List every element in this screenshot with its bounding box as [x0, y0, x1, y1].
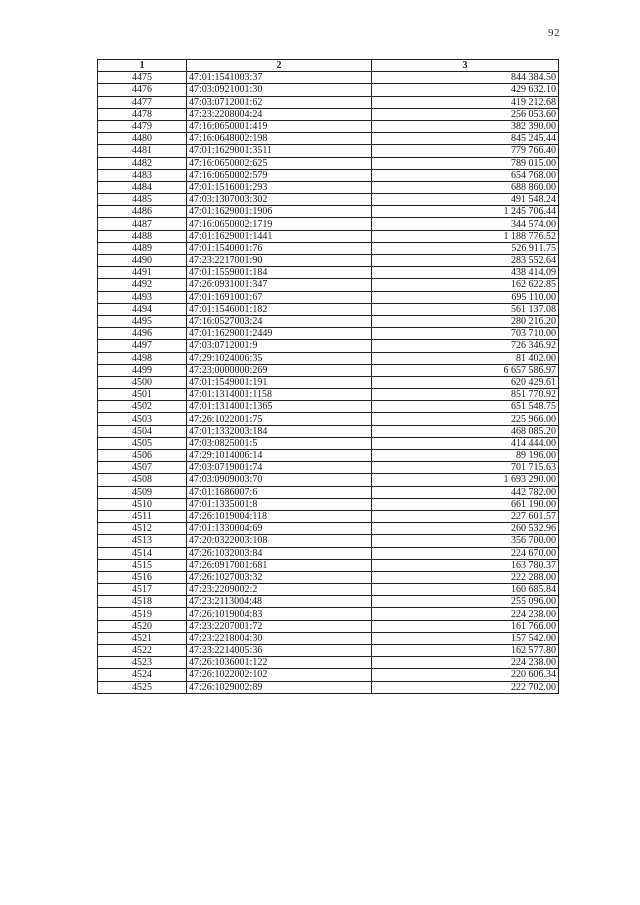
- row-number-cell: 4480: [98, 133, 187, 145]
- value-cell: 1 693 290.00: [372, 474, 559, 486]
- cadastral-number-cell: 47:01:1691001:67: [187, 291, 372, 303]
- table-row: [98, 169, 559, 181]
- cadastral-number-cell: 47:01:1335001:8: [187, 498, 372, 510]
- table-body: [98, 72, 559, 694]
- value-cell: 429 632.10: [372, 84, 559, 96]
- value-cell: 161 766.00: [372, 620, 559, 632]
- table-row: [98, 181, 559, 193]
- value-cell: 851 770.92: [372, 389, 559, 401]
- cadastral-number-cell: 47:16:0650002:1719: [187, 218, 372, 230]
- table-row: [98, 218, 559, 230]
- cadastral-number-cell: 47:01:1686007:6: [187, 486, 372, 498]
- cadastral-number-cell: 47:26:1032003:84: [187, 547, 372, 559]
- table-row: [98, 206, 559, 218]
- value-cell: 222 288.00: [372, 571, 559, 583]
- cadastral-number-cell: 47:26:0931001:347: [187, 279, 372, 291]
- cadastral-number-cell: 47:16:0650001:419: [187, 120, 372, 132]
- row-number-cell: 4505: [98, 437, 187, 449]
- row-number-cell: 4475: [98, 72, 187, 84]
- row-number-cell: 4517: [98, 584, 187, 596]
- row-number-cell: 4514: [98, 547, 187, 559]
- page-number: 92: [548, 27, 560, 39]
- row-number-cell: 4489: [98, 242, 187, 254]
- cadastral-number-cell: 47:01:1516001:293: [187, 181, 372, 193]
- cadastral-number-cell: 47:26:1036001:122: [187, 657, 372, 669]
- row-number-cell: 4477: [98, 96, 187, 108]
- cadastral-number-cell: 47:23:0000000:269: [187, 364, 372, 376]
- registry-table: [97, 59, 559, 694]
- cadastral-number-cell: 47:03:0909003:70: [187, 474, 372, 486]
- table-row: [98, 328, 559, 340]
- value-cell: 654 768.00: [372, 169, 559, 181]
- table-row: [98, 389, 559, 401]
- cadastral-number-cell: 47:03:1307003:302: [187, 194, 372, 206]
- table-row: [98, 620, 559, 632]
- cadastral-number-cell: 47:01:1629001:2449: [187, 328, 372, 340]
- table-row: [98, 340, 559, 352]
- cadastral-number-cell: 47:01:1549001:191: [187, 376, 372, 388]
- row-number-cell: 4516: [98, 571, 187, 583]
- table-row: [98, 523, 559, 535]
- table-row: [98, 669, 559, 681]
- value-cell: 651 548.75: [372, 401, 559, 413]
- table-row: [98, 450, 559, 462]
- value-cell: 81 402.00: [372, 352, 559, 364]
- cadastral-number-cell: 47:23:2214005:36: [187, 645, 372, 657]
- value-cell: 701 715.63: [372, 462, 559, 474]
- table-row: [98, 194, 559, 206]
- table-row: [98, 681, 559, 693]
- table-row: [98, 84, 559, 96]
- table-row: [98, 486, 559, 498]
- table-row: [98, 425, 559, 437]
- row-number-cell: 4497: [98, 340, 187, 352]
- cadastral-number-cell: 47:01:1314001:1365: [187, 401, 372, 413]
- table-row: [98, 291, 559, 303]
- row-number-cell: 4496: [98, 328, 187, 340]
- table-row: [98, 584, 559, 596]
- table-row: [98, 279, 559, 291]
- value-cell: 726 346.92: [372, 340, 559, 352]
- table-row: [98, 547, 559, 559]
- row-number-cell: 4486: [98, 206, 187, 218]
- table-row: [98, 145, 559, 157]
- table-row: [98, 255, 559, 267]
- value-cell: 227 601.57: [372, 510, 559, 522]
- table-row: [98, 96, 559, 108]
- row-number-cell: 4511: [98, 510, 187, 522]
- row-number-cell: 4492: [98, 279, 187, 291]
- row-number-cell: 4499: [98, 364, 187, 376]
- cadastral-number-cell: 47:03:0712001:62: [187, 96, 372, 108]
- row-number-cell: 4481: [98, 145, 187, 157]
- cadastral-number-cell: 47:01:1546001:182: [187, 303, 372, 315]
- row-number-cell: 4519: [98, 608, 187, 620]
- table-row: [98, 364, 559, 376]
- value-cell: 160 685.84: [372, 584, 559, 596]
- row-number-cell: 4521: [98, 632, 187, 644]
- cadastral-number-cell: 47:16:0648002:198: [187, 133, 372, 145]
- table-row: [98, 72, 559, 84]
- value-cell: 438 414.09: [372, 267, 559, 279]
- row-number-cell: 4509: [98, 486, 187, 498]
- table-row: [98, 413, 559, 425]
- value-cell: 382 390.00: [372, 120, 559, 132]
- row-number-cell: 4491: [98, 267, 187, 279]
- value-cell: 703 710.00: [372, 328, 559, 340]
- cadastral-number-cell: 47:01:1540001:76: [187, 242, 372, 254]
- value-cell: 220 606.34: [372, 669, 559, 681]
- value-cell: 526 911.75: [372, 242, 559, 254]
- cadastral-number-cell: 47:03:0719001:74: [187, 462, 372, 474]
- table-row: [98, 571, 559, 583]
- cadastral-number-cell: 47:16:0527003:24: [187, 315, 372, 327]
- row-number-cell: 4494: [98, 303, 187, 315]
- table-row: [98, 535, 559, 547]
- value-cell: 255 096.00: [372, 596, 559, 608]
- cadastral-number-cell: 47:23:2218004:30: [187, 632, 372, 644]
- value-cell: 163 780.37: [372, 559, 559, 571]
- row-number-cell: 4525: [98, 681, 187, 693]
- value-cell: 224 238.00: [372, 657, 559, 669]
- table-row: [98, 437, 559, 449]
- cadastral-number-cell: 47:16:0650002:579: [187, 169, 372, 181]
- cadastral-number-cell: 47:26:1022001:75: [187, 413, 372, 425]
- cadastral-number-cell: 47:01:1629001:1441: [187, 230, 372, 242]
- value-cell: 283 552.64: [372, 255, 559, 267]
- table-row: [98, 267, 559, 279]
- row-number-cell: 4502: [98, 401, 187, 413]
- cadastral-number-cell: 47:20:0322003:108: [187, 535, 372, 547]
- value-cell: 344 574.00: [372, 218, 559, 230]
- table-row: [98, 133, 559, 145]
- table-row: [98, 352, 559, 364]
- row-number-cell: 4508: [98, 474, 187, 486]
- cadastral-number-cell: 47:26:1019004:83: [187, 608, 372, 620]
- row-number-cell: 4483: [98, 169, 187, 181]
- table-row: [98, 559, 559, 571]
- row-number-cell: 4495: [98, 315, 187, 327]
- table-row: [98, 315, 559, 327]
- row-number-cell: 4478: [98, 108, 187, 120]
- row-number-cell: 4518: [98, 596, 187, 608]
- row-number-cell: 4493: [98, 291, 187, 303]
- row-number-cell: 4488: [98, 230, 187, 242]
- table-row: [98, 303, 559, 315]
- row-number-cell: 4504: [98, 425, 187, 437]
- table-row: [98, 498, 559, 510]
- cadastral-number-cell: 47:16:0650002:625: [187, 157, 372, 169]
- cadastral-number-cell: 47:01:1629001:3511: [187, 145, 372, 157]
- table-row: [98, 230, 559, 242]
- value-cell: 162 622.85: [372, 279, 559, 291]
- value-cell: 491 548.24: [372, 194, 559, 206]
- row-number-cell: 4500: [98, 376, 187, 388]
- table-row: [98, 376, 559, 388]
- value-cell: 1 245 706.44: [372, 206, 559, 218]
- header-row: [98, 60, 559, 72]
- cadastral-number-cell: 47:01:1559001:184: [187, 267, 372, 279]
- value-cell: 845 245.44: [372, 133, 559, 145]
- table-row: [98, 510, 559, 522]
- cadastral-number-cell: 47:23:2208004:24: [187, 108, 372, 120]
- cadastral-number-cell: 47:29:1024006:35: [187, 352, 372, 364]
- cadastral-number-cell: 47:23:2207001:72: [187, 620, 372, 632]
- row-number-cell: 4506: [98, 450, 187, 462]
- row-number-cell: 4523: [98, 657, 187, 669]
- table-row: [98, 474, 559, 486]
- table-row: [98, 120, 559, 132]
- value-cell: 695 110.00: [372, 291, 559, 303]
- value-cell: 222 702.00: [372, 681, 559, 693]
- value-cell: 688 860.00: [372, 181, 559, 193]
- row-number-cell: 4510: [98, 498, 187, 510]
- table-row: [98, 242, 559, 254]
- row-number-cell: 4520: [98, 620, 187, 632]
- row-number-cell: 4479: [98, 120, 187, 132]
- value-cell: 661 190.00: [372, 498, 559, 510]
- table-row: [98, 632, 559, 644]
- row-number-cell: 4503: [98, 413, 187, 425]
- value-cell: 1 188 776.52: [372, 230, 559, 242]
- value-cell: 224 238.00: [372, 608, 559, 620]
- value-cell: 225 966.00: [372, 413, 559, 425]
- row-number-cell: 4487: [98, 218, 187, 230]
- value-cell: 844 384.50: [372, 72, 559, 84]
- value-cell: 779 766.40: [372, 145, 559, 157]
- value-cell: 356 700.00: [372, 535, 559, 547]
- value-cell: 620 429.61: [372, 376, 559, 388]
- cadastral-number-cell: 47:29:1014006:14: [187, 450, 372, 462]
- value-cell: 157 542.00: [372, 632, 559, 644]
- row-number-cell: 4484: [98, 181, 187, 193]
- value-cell: 789 015.00: [372, 157, 559, 169]
- table-row: [98, 657, 559, 669]
- table-row: [98, 108, 559, 120]
- row-number-cell: 4501: [98, 389, 187, 401]
- cadastral-number-cell: 47:26:0917001:681: [187, 559, 372, 571]
- cadastral-number-cell: 47:26:1019004:118: [187, 510, 372, 522]
- cadastral-number-cell: 47:03:0712001:9: [187, 340, 372, 352]
- row-number-cell: 4522: [98, 645, 187, 657]
- table-row: [98, 401, 559, 413]
- row-number-cell: 4498: [98, 352, 187, 364]
- cadastral-number-cell: 47:23:2113004:48: [187, 596, 372, 608]
- column-header-3: 3: [372, 60, 559, 72]
- cadastral-number-cell: 47:01:1629001:1906: [187, 206, 372, 218]
- row-number-cell: 4485: [98, 194, 187, 206]
- value-cell: 442 782.00: [372, 486, 559, 498]
- table-row: [98, 596, 559, 608]
- cadastral-number-cell: 47:01:1330004:69: [187, 523, 372, 535]
- value-cell: 256 053.60: [372, 108, 559, 120]
- cadastral-number-cell: 47:26:1029002:89: [187, 681, 372, 693]
- cadastral-number-cell: 47:03:0825001:5: [187, 437, 372, 449]
- value-cell: 419 212.68: [372, 96, 559, 108]
- cadastral-number-cell: 47:03:0921001:30: [187, 84, 372, 96]
- value-cell: 468 085.20: [372, 425, 559, 437]
- row-number-cell: 4515: [98, 559, 187, 571]
- table-row: [98, 608, 559, 620]
- table-row: [98, 645, 559, 657]
- cadastral-number-cell: 47:01:1314001:1158: [187, 389, 372, 401]
- column-header-2: 2: [187, 60, 372, 72]
- value-cell: 89 196.00: [372, 450, 559, 462]
- value-cell: 414 444.00: [372, 437, 559, 449]
- row-number-cell: 4513: [98, 535, 187, 547]
- row-number-cell: 4524: [98, 669, 187, 681]
- row-number-cell: 4482: [98, 157, 187, 169]
- cadastral-number-cell: 47:01:1332003:184: [187, 425, 372, 437]
- column-header-1: 1: [98, 60, 187, 72]
- row-number-cell: 4476: [98, 84, 187, 96]
- row-number-cell: 4490: [98, 255, 187, 267]
- cadastral-number-cell: 47:01:1541003:37: [187, 72, 372, 84]
- value-cell: 6 657 586.97: [372, 364, 559, 376]
- table-row: [98, 157, 559, 169]
- value-cell: 224 670.00: [372, 547, 559, 559]
- value-cell: 162 577.80: [372, 645, 559, 657]
- table-row: [98, 462, 559, 474]
- row-number-cell: 4507: [98, 462, 187, 474]
- value-cell: 561 137.08: [372, 303, 559, 315]
- cadastral-number-cell: 47:26:1022002:102: [187, 669, 372, 681]
- cadastral-number-cell: 47:23:2217001:90: [187, 255, 372, 267]
- cadastral-number-cell: 47:23:2209002:2: [187, 584, 372, 596]
- value-cell: 280 216.20: [372, 315, 559, 327]
- table-header: [98, 60, 559, 72]
- row-number-cell: 4512: [98, 523, 187, 535]
- value-cell: 260 532.96: [372, 523, 559, 535]
- cadastral-number-cell: 47:26:1027003:32: [187, 571, 372, 583]
